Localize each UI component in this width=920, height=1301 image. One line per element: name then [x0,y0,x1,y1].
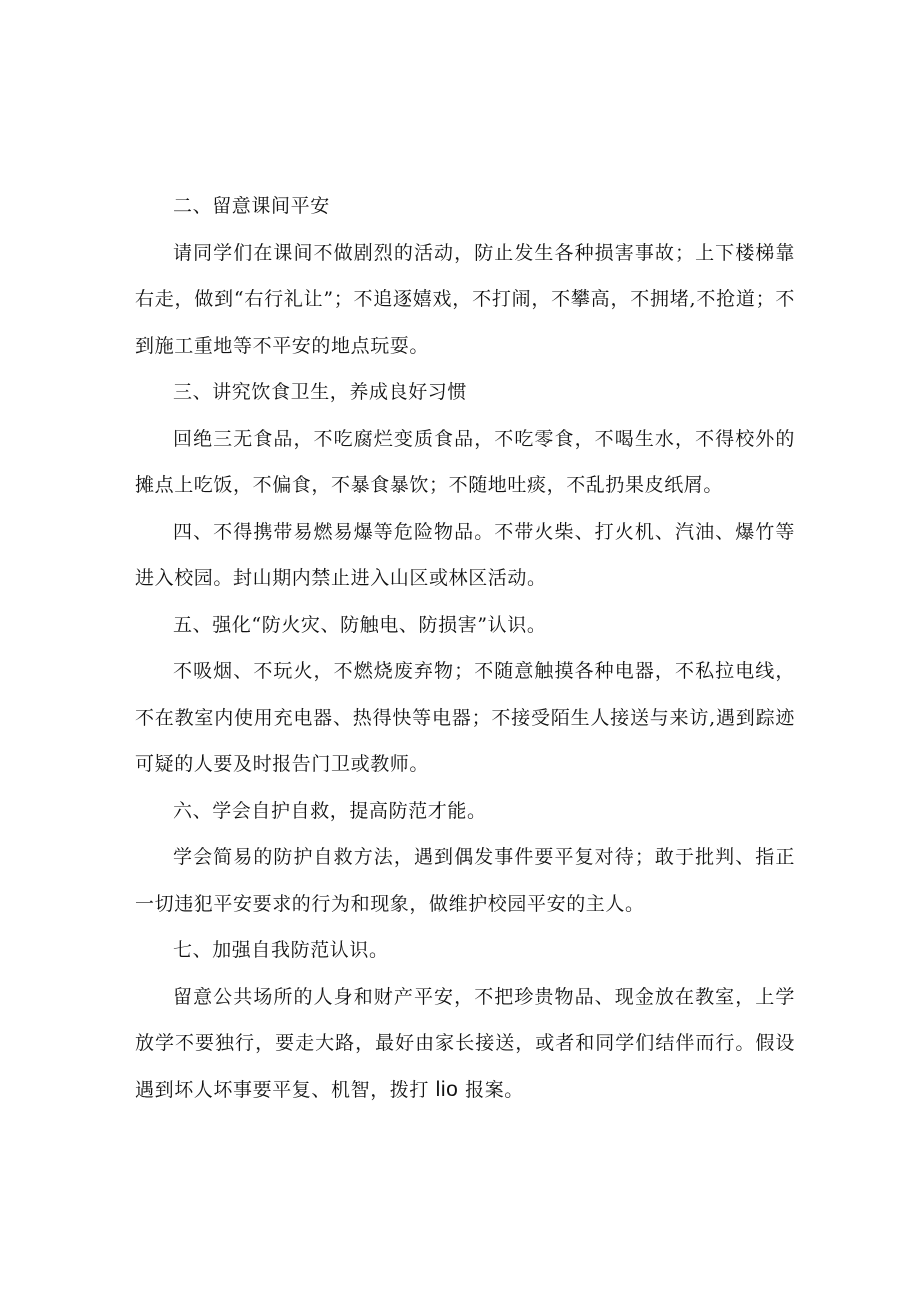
last-paragraph-tail: 报案。 [458,1078,524,1101]
section-heading-7: 七、加强自我防范认识。 [173,939,389,961]
section-heading-5: 五、强化“防火灾、防触电、防损害”认识。 [173,613,547,636]
section-heading-2: 二、留意课间平安 [173,195,330,217]
section-heading-3: 三、讲究饮食卫生，养成良好习惯 [173,381,468,403]
body-paragraph: 不吸烟、不玩火，不燃烧废弃物；不随意触摸各种电器，不私拉电线，不在教室内使用充电器、热得快等电器；不接受陌生人接送与来访,遇到踪迹可疑的人要及时报告门卫或教师。 [135,660,795,775]
body-paragraph-last [135,974,795,1114]
document-body [135,183,795,1113]
body-paragraph: 请同学们在课间不做剧烈的活动，防止发生各种损害事故；上下楼梯靠右走，做到“右行礼让”；不追逐嬉戏，不打闹，不攀高，不拥堵,不抢道；不到施工重地等不平安的地点玩耍。 [135,241,795,357]
section-heading-6: 六、学会自护自救，提高防范才能。 [173,799,487,822]
emergency-number: lio [435,1077,459,1101]
last-paragraph-text: 留意公共场所的人身和财产平安，不把珍贵物品、现金放在教室，上学放学不要独行，要走大路，最好由家长接送，或者和同学们结伴而行。假设遇到坏人坏事要平复、机智，拨打 [135,985,795,1101]
body-paragraph: 回绝三无食品，不吃腐烂变质食品，不吃零食，不喝生水，不得校外的摊点上吃饭，不偏食，不暴食暴饮；不随地吐痰，不乱扔果皮纸屑。 [135,427,795,496]
section-paragraph-4: 四、不得携带易燃易爆等危险物品。不带火柴、打火机、汽油、爆竹等进入校园。封山期内禁止进入山区或林区活动。 [135,520,795,589]
body-paragraph: 学会简易的防护自救方法，遇到偶发事件要平复对待；敢于批判、指正一切违犯平安要求的行为和现象，做维护校园平安的主人。 [135,846,795,915]
